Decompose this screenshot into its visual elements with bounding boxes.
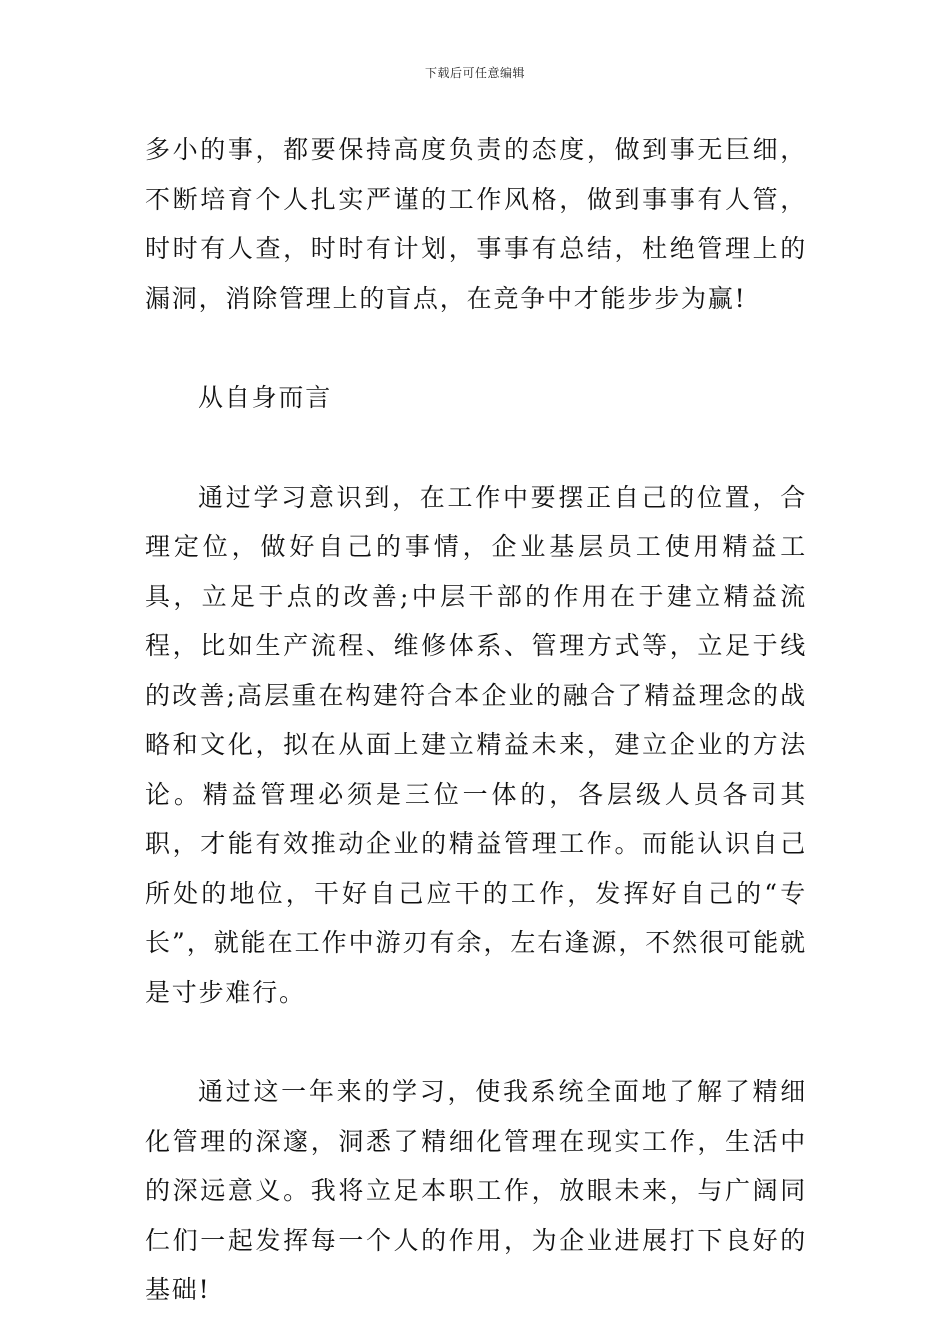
section-heading: 从自身而言	[198, 383, 333, 412]
page-header: 下载后可任意编辑	[424, 66, 525, 80]
paragraph-1: 多小的事，都要保持高度负责的态度，做到事无巨细，不断培育个人扎实严谨的工作风格，做到事事有人管，时时有人查，时时有计划，事事有总结，杜绝管理上的漏洞，消除管理上的盲点，在竞争中才能步步为赢!	[145, 135, 807, 313]
paragraph-3: 通过这一年来的学习，使我系统全面地了解了精细化管理的深邃，洞悉了精细化管理在现实工作，生活中的深远意义。我将立足本职工作，放眼未来，与广阔同仁们一起发挥每一个人的作用，为企业进展打下良好的基础!	[145, 1077, 807, 1304]
paragraph-2: 通过学习意识到，在工作中要摆正自己的位置，合理定位，做好自己的事情，企业基层员工使用精益工具，立足于点的改善;中层干部的作用在于建立精益流程，比如生产流程、维修体系、管理方式等，立足于线的改善;高层重在构建符合本企业的融合了精益理念的战略和文化，拟在从面上建立精益未来，建立企业的方法论。精益管理必须是三位一体的，各层级人员各司其职，才能有效推动企业的精益管理工作。而能认识自己所处的地位，干好自己应干的工作，发挥好自己的“专长”，就能在工作中游刃有余，左右逢源，不然很可能就是寸步难行。	[145, 482, 807, 1007]
document-body	[145, 125, 807, 1315]
